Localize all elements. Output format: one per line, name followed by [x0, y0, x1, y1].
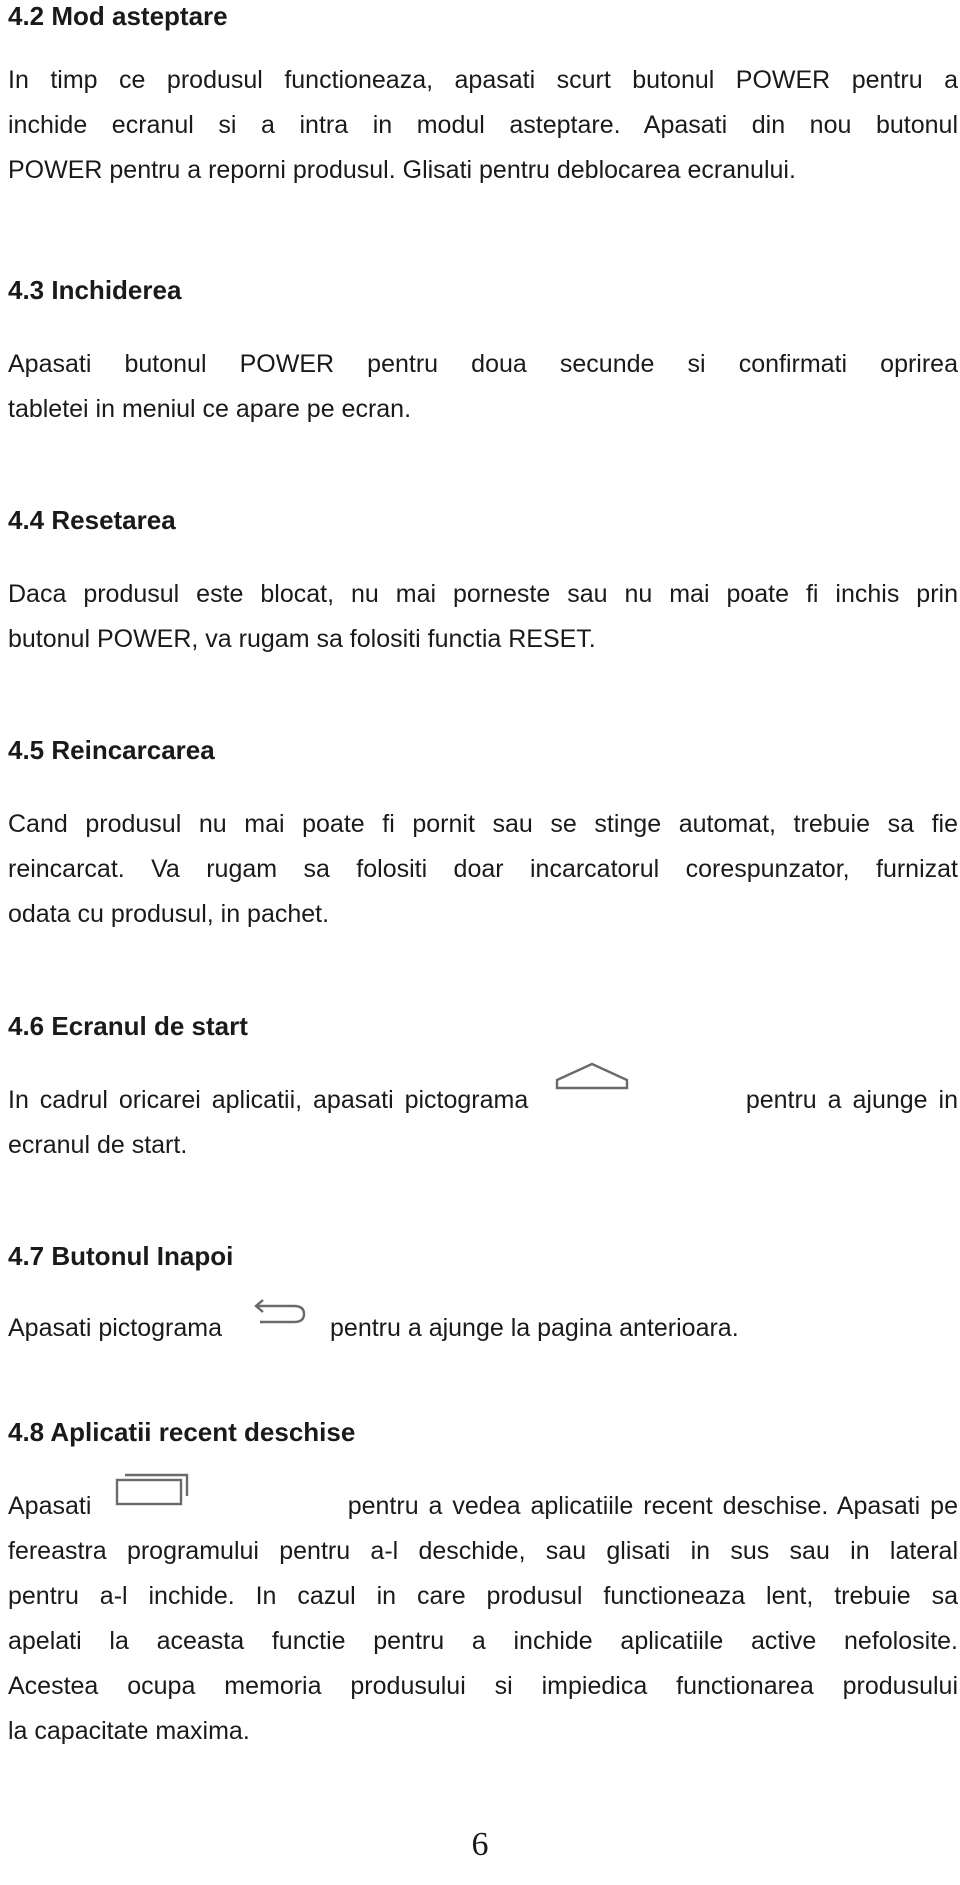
back-icon-graphic [254, 1298, 306, 1328]
section-heading-4-5: 4.5 Reincarcarea [8, 735, 215, 765]
body-line: Acestea ocupa memoria produsului si impiedica functionarea produsului [8, 1672, 958, 1700]
body-line: Apasati butonul POWER pentru doua secunde si confirmati oprirea [8, 350, 958, 378]
body-line-with-icon [8, 1306, 958, 1351]
body-line: butonul POWER, va rugam sa folositi functia RESET. [8, 625, 596, 653]
body-line: reincarcat. Va rugam sa folositi doar incarcatorul corespunzator, furnizat [8, 855, 958, 883]
body-line: Daca produsul este blocat, nu mai porneste sau nu mai poate fi inchis prin [8, 580, 958, 608]
body-line: In timp ce produsul functioneaza, apasati scurt butonul POWER pentru a [8, 66, 958, 94]
section-body-4-8 [8, 1484, 958, 1754]
body-line: la capacitate maxima. [8, 1717, 250, 1745]
body-line: ecranul de start. [8, 1131, 188, 1159]
body-line: tabletei in meniul ce apare pe ecran. [8, 395, 412, 423]
section-heading-4-6: 4.6 Ecranul de start [8, 1011, 248, 1041]
section-heading-4-4: 4.4 Resetarea [8, 505, 176, 535]
body-line: POWER pentru a reporni produsul. Glisati pentru deblocarea ecranului. [8, 156, 796, 184]
section-heading-4-3: 4.3 Inchiderea [8, 275, 182, 305]
body-text: Apasati pictograma [8, 1314, 223, 1342]
home-icon-graphic [554, 1062, 630, 1102]
section-heading-4-8: 4.8 Aplicatii recent deschise [8, 1417, 356, 1447]
body-line: Cand produsul nu mai poate fi pornit sau se stinge automat, trebuie sa fie [8, 810, 958, 838]
body-line: pentru a-l inchide. In cazul in care produsul functioneaza lent, trebuie sa [8, 1582, 958, 1610]
body-line: apelati la aceasta functie pentru a inchide aplicatiile active nefolosite. [8, 1627, 958, 1655]
section-body-4-2 [8, 58, 958, 193]
page-number: 6 [471, 1826, 489, 1863]
recent-apps-icon-graphic [115, 1470, 191, 1506]
recent-apps-icon [115, 1470, 191, 1506]
body-line-with-icon [8, 1078, 958, 1123]
body-text: pentru a ajunge la pagina anterioara. [330, 1314, 739, 1342]
body-line: inchide ecranul si a intra in modul asteptare. Apasati din nou butonul [8, 111, 958, 139]
body-line: odata cu produsul, in pachet. [8, 900, 330, 928]
body-text: Apasati [8, 1492, 92, 1520]
body-text: pentru a vedea aplicatiile recent deschise. Apasati pe [347, 1492, 958, 1520]
body-text: pentru a ajunge in [745, 1086, 958, 1114]
body-line-with-icon [8, 1484, 958, 1529]
home-icon [554, 1062, 630, 1102]
section-heading-4-2: 4.2 Mod asteptare [8, 1, 228, 31]
section-heading-4-7: 4.7 Butonul Inapoi [8, 1241, 234, 1271]
section-body-4-3 [8, 342, 958, 432]
section-body-4-4 [8, 572, 958, 662]
body-text: In cadrul oricarei aplicatii, apasati pictograma [8, 1086, 529, 1114]
back-icon [254, 1298, 306, 1328]
section-body-4-6 [8, 1078, 958, 1168]
body-line: fereastra programului pentru a-l deschide, sau glisati in sus sau in lateral [8, 1537, 958, 1565]
section-body-4-7 [8, 1306, 958, 1351]
section-body-4-5 [8, 802, 958, 937]
